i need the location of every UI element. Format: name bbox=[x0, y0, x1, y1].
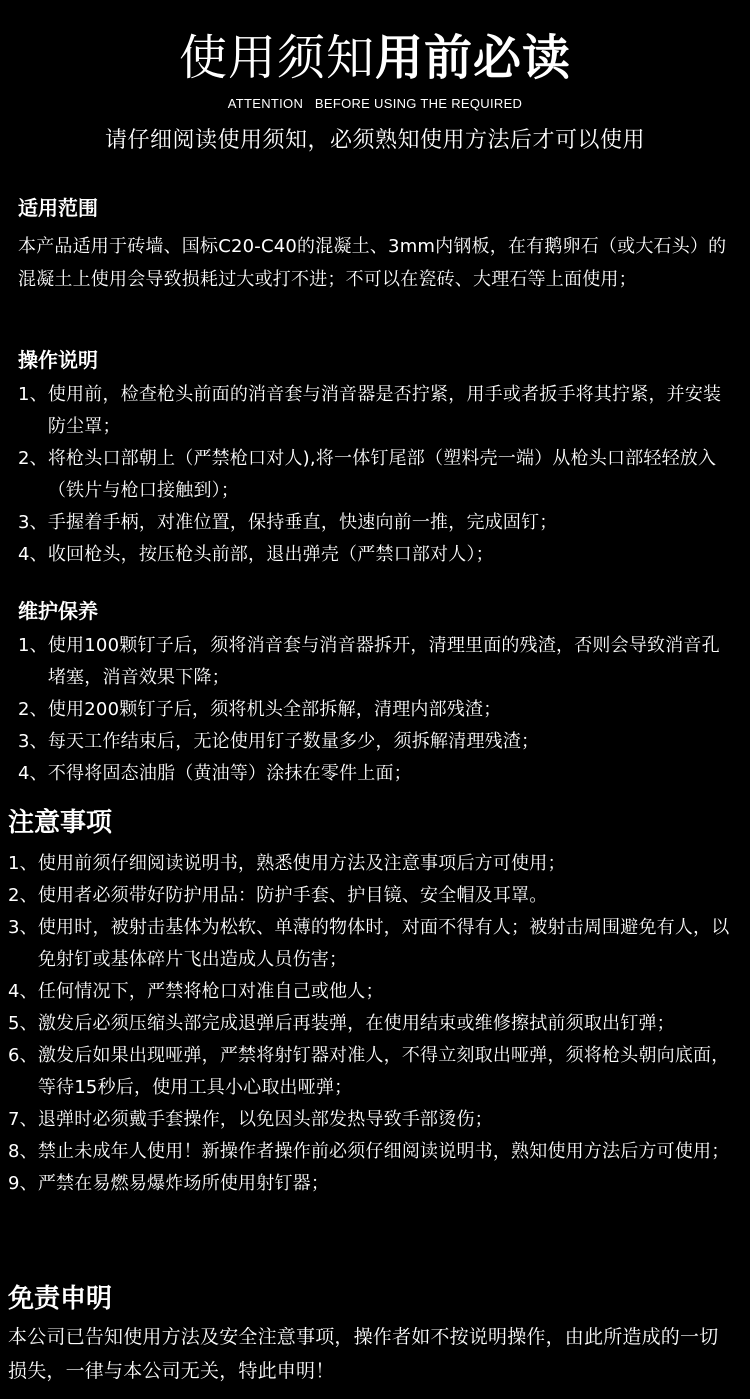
item-number: 4、 bbox=[18, 544, 48, 565]
operation-list bbox=[18, 379, 726, 571]
section-maintenance bbox=[0, 597, 750, 790]
list-item bbox=[18, 443, 726, 507]
item-number: 8、 bbox=[8, 1141, 38, 1162]
english-subtitle: ATTENTION BEFORE USING THE REQUIRED bbox=[227, 96, 523, 111]
item-text: 使用前，检查枪头前面的消音套与消音器是否拧紧，用手或者扳手将其拧紧，并安装防尘罩； bbox=[47, 384, 722, 437]
item-text: 每天工作结束后，无论使用钉子数量多少，须拆解清理残渣； bbox=[47, 731, 540, 752]
section-operation bbox=[0, 346, 750, 571]
list-item bbox=[18, 726, 730, 758]
maintenance-list bbox=[18, 630, 730, 790]
item-number: 3、 bbox=[8, 917, 38, 938]
disclaimer-text: 本公司已告知使用方法及安全注意事项，操作者如不按说明操作，由此所造成的一切损失，一律与本公司无关，特此申明！ bbox=[8, 1326, 719, 1382]
item-text: 任何情况下，严禁将枪口对准自己或他人； bbox=[37, 981, 384, 1002]
list-item bbox=[8, 1008, 732, 1040]
page-header bbox=[0, 0, 750, 154]
title-light-part: 使用须知 bbox=[178, 30, 375, 86]
item-number: 1、 bbox=[18, 384, 48, 405]
list-item bbox=[18, 630, 730, 694]
list-item bbox=[8, 1104, 732, 1136]
item-text: 严禁在易燃易爆炸场所使用射钉器； bbox=[37, 1173, 330, 1194]
item-number: 1、 bbox=[18, 635, 48, 656]
item-text: 使用200颗钉子后，须将机头全部拆解，清理内部残渣； bbox=[47, 699, 502, 720]
section-heading-operation: 操作说明 bbox=[18, 348, 98, 372]
title-bold-part: 用前必读 bbox=[375, 30, 572, 86]
item-text: 使用前须仔细阅读说明书，熟悉使用方法及注意事项后方可使用； bbox=[37, 853, 566, 874]
list-item bbox=[8, 848, 732, 880]
item-text: 收回枪头，按压枪头前部，退出弹壳（严禁口部对人）； bbox=[47, 544, 494, 565]
section-disclaimer bbox=[0, 1282, 750, 1388]
list-item bbox=[18, 507, 726, 539]
list-item bbox=[18, 758, 730, 790]
scope-text: 本产品适用于砖墙、国标C20-C40的混凝土、3mm内钢板，在有鹅卵石（或大石头）的混凝土上使用会导致损耗过大或打不进；不可以在瓷砖、大理石等上面使用； bbox=[18, 236, 727, 290]
item-number: 9、 bbox=[8, 1173, 38, 1194]
item-text: 退弹时必须戴手套操作，以免因头部发热导致手部烫伤； bbox=[37, 1109, 493, 1130]
list-item bbox=[8, 1040, 732, 1104]
item-number: 3、 bbox=[18, 512, 48, 533]
item-number: 2、 bbox=[8, 885, 38, 906]
section-heading-notes: 注意事项 bbox=[8, 808, 113, 838]
item-text: 使用者必须带好防护用品：防护手套、护目镜、安全帽及耳罩。 bbox=[37, 885, 548, 906]
page-title bbox=[0, 28, 750, 88]
section-scope bbox=[0, 194, 750, 296]
list-item bbox=[8, 976, 732, 1008]
notes-list bbox=[8, 848, 732, 1200]
section-heading-scope: 适用范围 bbox=[18, 196, 98, 220]
item-text: 使用100颗钉子后，须将消音套与消音器拆开，清理里面的残渣，否则会导致消音孔堵塞，消音效果下降； bbox=[47, 635, 720, 688]
item-number: 4、 bbox=[18, 763, 48, 784]
item-text: 激发后必须压缩头部完成退弹后再装弹，在使用结束或维修擦拭前须取出钉弹； bbox=[37, 1013, 675, 1034]
list-item bbox=[8, 1168, 732, 1200]
item-text: 使用时，被射击基体为松软、单薄的物体时，对面不得有人；被射击周围避免有人，以免射钉或基体碎片飞出造成人员伤害； bbox=[37, 917, 730, 970]
tagline: 请仔细阅读使用须知，必须熟知使用方法后才可以使用 bbox=[104, 128, 645, 153]
section-heading-maintenance: 维护保养 bbox=[18, 599, 98, 623]
item-number: 7、 bbox=[8, 1109, 38, 1130]
item-number: 6、 bbox=[8, 1045, 38, 1066]
item-number: 3、 bbox=[18, 731, 48, 752]
list-item bbox=[18, 379, 726, 443]
section-notes bbox=[0, 806, 750, 1200]
list-item bbox=[8, 912, 732, 976]
item-text: 手握着手柄，对准位置，保持垂直，快速向前一推，完成固钉； bbox=[47, 512, 558, 533]
item-number: 5、 bbox=[8, 1013, 38, 1034]
list-item bbox=[8, 880, 732, 912]
item-number: 2、 bbox=[18, 448, 48, 469]
list-item bbox=[18, 539, 726, 571]
section-heading-disclaimer: 免责申明 bbox=[8, 1284, 113, 1314]
item-text: 将枪头口部朝上（严禁枪口对人),将一体钉尾部（塑料壳一端）从枪头口部轻轻放入（铁片与枪口接触到）； bbox=[47, 448, 717, 501]
item-number: 1、 bbox=[8, 853, 38, 874]
item-text: 禁止未成年人使用！新操作者操作前必须仔细阅读说明书，熟知使用方法后方可使用； bbox=[37, 1141, 730, 1162]
list-item bbox=[8, 1136, 732, 1168]
item-text: 不得将固态油脂（黄油等）涂抹在零件上面； bbox=[47, 763, 412, 784]
item-number: 2、 bbox=[18, 699, 48, 720]
list-item bbox=[18, 694, 730, 726]
item-number: 4、 bbox=[8, 981, 38, 1002]
item-text: 激发后如果出现哑弹，严禁将射钉器对准人，不得立刻取出哑弹，须将枪头朝向底面，等待15秒后，使用工具小心取出哑弹； bbox=[37, 1045, 730, 1098]
